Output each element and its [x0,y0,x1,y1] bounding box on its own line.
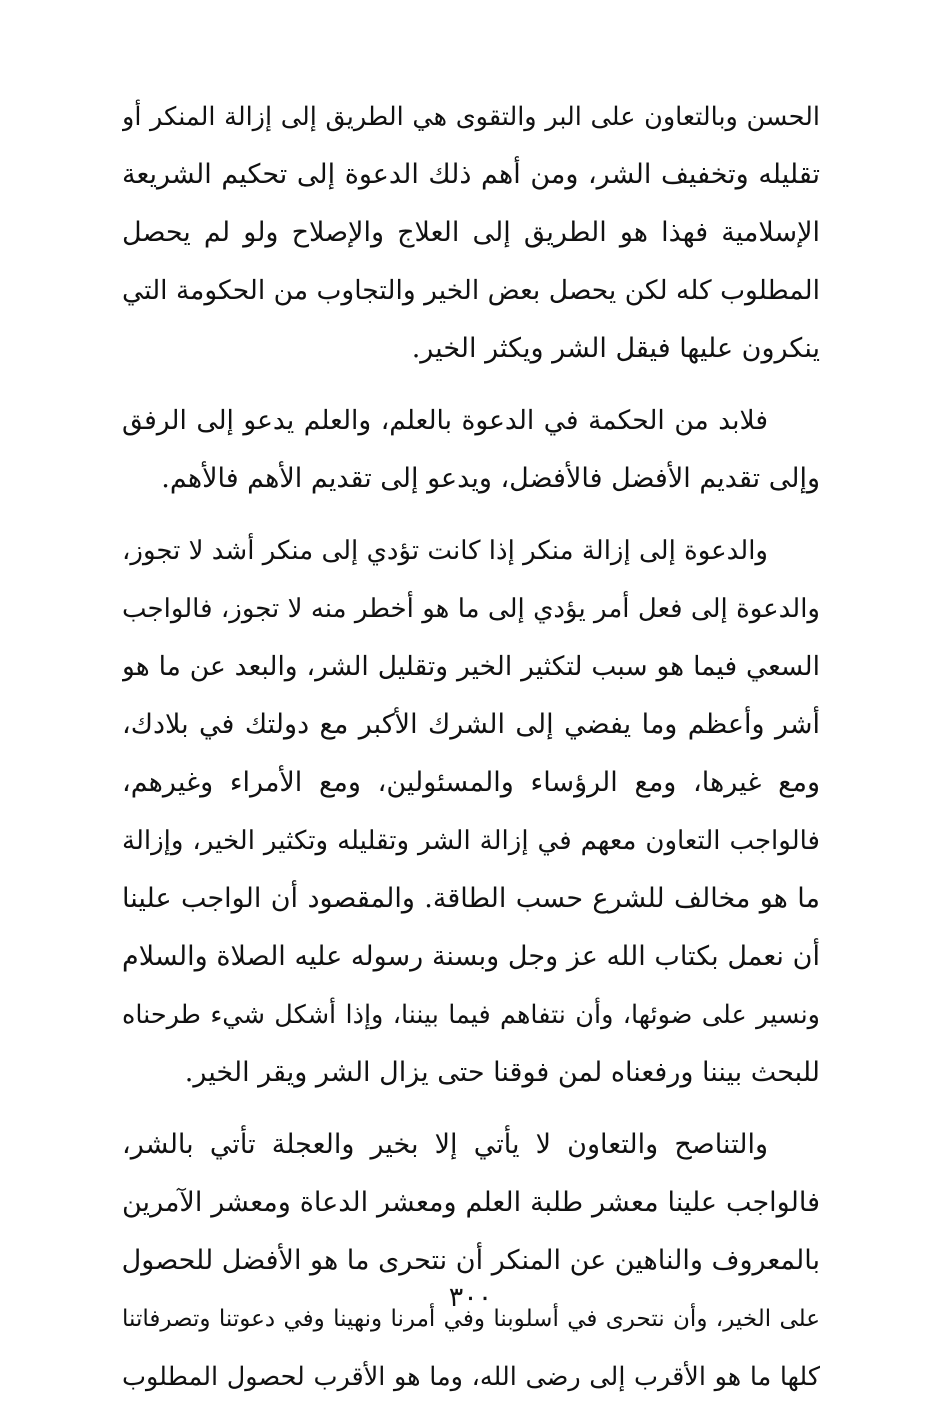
text-line: أن نعمل بكتاب الله عز وجل وبسنة رسوله عليه الصلاة والسلام [122,941,820,972]
text-line: الحسن وبالتعاون على البر والتقوى هي الطريق إلى إزالة المنكر أو [122,102,820,132]
page-number: ٣٠٠ [448,1282,493,1313]
text-line: أشر وأعظم وما يفضي إلى الشرك الأكبر مع دولتك في بلادك، [122,709,820,740]
text-line: على الخير، وأن نتحرى في أسلوبنا وفي أمرنا ونهينا وفي دعوتنا وتصرفاتنا [122,1306,820,1332]
text-line: المطلوب كله لكن يحصل بعض الخير والتجاوب من الحكومة التي [122,275,820,306]
text-line: وإلى تقديم الأفضل فالأفضل، ويدعو إلى تقديم الأهم فالأهم. [161,463,820,494]
text-line: تقليله وتخفيف الشر، ومن أهم ذلك الدعوة إلى تحكيم الشريعة [122,159,820,190]
paragraph-2 [122,392,820,508]
text-line: والتناصح والتعاون لا يأتي إلا بخير والعجلة تأتي بالشر، [122,1129,768,1160]
text-line: كلها ما هو الأقرب إلى رضى الله، وما هو الأقرب لحصول المطلوب [122,1362,820,1392]
paragraph-1 [122,88,820,378]
text-line: فلابد من الحكمة في الدعوة بالعلم، والعلم يدعو إلى الرفق [122,405,768,436]
text-line: ومع غيرها، ومع الرؤساء والمسئولين، ومع الأمراء وغيرهم، [122,767,820,798]
body-text [122,88,820,1406]
text-line: والدعوة إلى فعل أمر يؤدي إلى ما هو أخطر منه لا تجوز، فالواجب [122,594,820,624]
text-line: والدعوة إلى إزالة منكر إذا كانت تؤدي إلى منكر أشد لا تجوز، [122,536,768,566]
text-line: فالواجب التعاون معهم في إزالة الشر وتقليله وتكثير الخير، وإزالة [122,826,820,856]
text-line: فالواجب علينا معشر طلبة العلم ومعشر الدعاة ومعشر الآمرين [122,1187,820,1218]
text-line: الإسلامية فهذا هو الطريق إلى العلاج والإصلاح ولو لم يحصل [122,217,820,248]
text-line: ينكرون عليها فيقل الشر ويكثر الخير. [411,333,820,364]
text-line: ونسير على ضوئها، وأن نتفاهم فيما بيننا، وإذا أشكل شيء طرحناه [122,1000,820,1030]
text-line: للبحث بيننا ورفعناه لمن فوقنا حتى يزال الشر ويقر الخير. [184,1057,820,1088]
text-line: السعي فيما هو سبب لتكثير الخير وتقليل الشر، والبعد عن ما هو [122,651,820,682]
text-line: ما هو مخالف للشرع حسب الطاقة. والمقصود أن الواجب علينا [122,883,820,914]
paragraph-4 [122,1116,820,1406]
paragraph-3 [122,522,820,1102]
text-line: بالمعروف والناهين عن المنكر أن نتحرى ما هو الأفضل للحصول [122,1245,820,1276]
